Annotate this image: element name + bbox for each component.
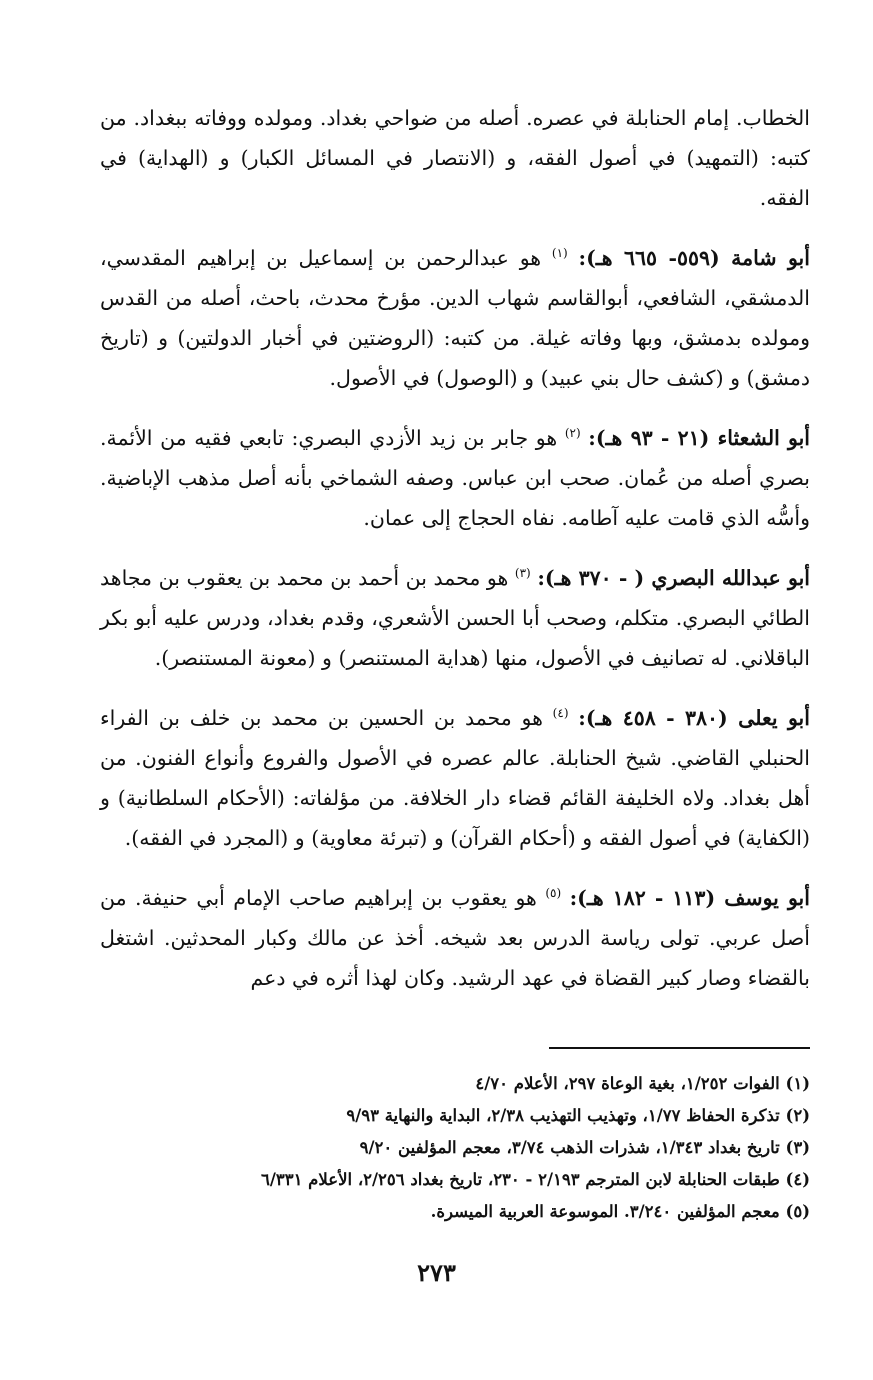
footnote-item: (٤) طبقات الحنابلة لابن المترجم ٢/١٩٣ - ٢٣٠، تاريخ بغداد ٢/٢٥٦، الأعلام ٦/٣٣١ [260,1170,810,1189]
entry-heading: أبو يوسف (١١٣ - ١٨٢ هـ): [569,886,810,910]
page-body [100,98,810,1018]
footnote-item: (٥) معجم المؤلفين ٣/٢٤٠. الموسوعة العربية الميسرة. [430,1202,810,1221]
entry-text: الخطاب. إمام الحنابلة في عصره. أصله من ضواحي بغداد. ومولده ووفاته ببغداد. من كتبه: (التمهيد) في أصول الفقه، و (الانتصار في المسائل الكبار) و (الهداية) في الفقه. [100,106,810,210]
footnote-ref[interactable]: (٣) [514,566,531,581]
entry-continuation [100,98,810,218]
footnote-ref[interactable]: (٢) [564,426,581,441]
entry-text: هو جابر بن زيد الأزدي البصري: تابعي فقيه من الأئمة. بصري أصله من عُمان. صحب ابن عباس. وصفه الشماخي بأنه أصل مذهب الإباضية. وأسُّه الذي قامت عليه آطامه. نفاه الحجاج إلى عمان. [100,426,810,530]
entry-text: هو محمد بن أحمد بن محمد بن يعقوب بن مجاهد الطائي البصري. متكلم، وصحب أبا الحسن الأشعري، وقدم بغداد، ودرس عليه أبو بكر الباقلاني. له تصانيف في الأصول، منها (هداية المستنصر) و (معونة المستنصر). [100,566,810,670]
footnote-item: (٢) تذكرة الحفاظ ١/٧٧، وتهذيب التهذيب ٢/٣٨، البداية والنهاية ٩/٩٣ [346,1106,810,1125]
footnote-ref[interactable]: (٥) [545,886,562,901]
entry-heading: أبو يعلى (٣٨٠ - ٤٥٨ هـ): [578,706,810,730]
entry-text: هو محمد بن الحسين بن محمد بن خلف بن الفراء الحنبلي القاضي. شيخ الحنابلة. عالم عصره في الأصول والفروع وأنواع الفنون. من أهل بغداد. ولاه الخليفة القائم قضاء دار الخلافة. من مؤلفاته: (الأحكام السلطانية) و (الكفاية) في أصول الفقه و (أحكام القرآن) و (تبرئة معاوية) و (المجرد في الفقه). [100,706,810,850]
entry-text: هو يعقوب بن إبراهيم صاحب الإمام أبي حنيفة. من أصل عربي. تولى رياسة الدرس بعد شيخه. أخذ عن مالك وكبار المحدثين. اشتغل بالقضاء وصار كبير القضاة في عهد الرشيد. وكان لهذا أثره في دعم [100,886,810,990]
entry-abu-yusuf [100,878,810,998]
entry-abu-shama [100,238,810,398]
entry-abu-yala [100,698,810,858]
entry-abu-abdullah-al-basri [100,558,810,678]
entry-abu-al-shaatha [100,418,810,538]
page-number: ٢٧٣ [417,1258,456,1287]
footnote-item: (١) الفوات ١/٢٥٢، بغية الوعاة ٢٩٧، الأعلام ٤/٧٠ [475,1074,810,1093]
footnote-divider [549,1047,810,1049]
entry-heading: أبو الشعثاء (٢١ - ٩٣ هـ): [588,426,810,450]
footnotes [100,1068,810,1228]
entry-heading: أبو عبدالله البصري ( - ٣٧٠ هـ): [537,566,810,590]
footnote-item: (٣) تاريخ بغداد ١/٣٤٣، شذرات الذهب ٣/٧٤، معجم المؤلفين ٩/٢٠ [359,1138,810,1157]
footnote-ref[interactable]: (٤) [552,706,569,721]
entry-heading: أبو شامة (٥٥٩- ٦٦٥ هـ): [578,246,810,270]
footnote-ref[interactable]: (١) [551,246,568,261]
entry-text: هو عبدالرحمن بن إسماعيل بن إبراهيم المقدسي، الدمشقي، الشافعي، أبوالقاسم شهاب الدين. مؤرخ محدث، باحث، أصله من القدس ومولده بدمشق، وبها وفاته غيلة. من كتبه: (الروضتين في أخبار الدولتين) و (تاريخ دمشق) و (كشف حال بني عبيد) و (الوصول) في الأصول. [100,246,810,390]
